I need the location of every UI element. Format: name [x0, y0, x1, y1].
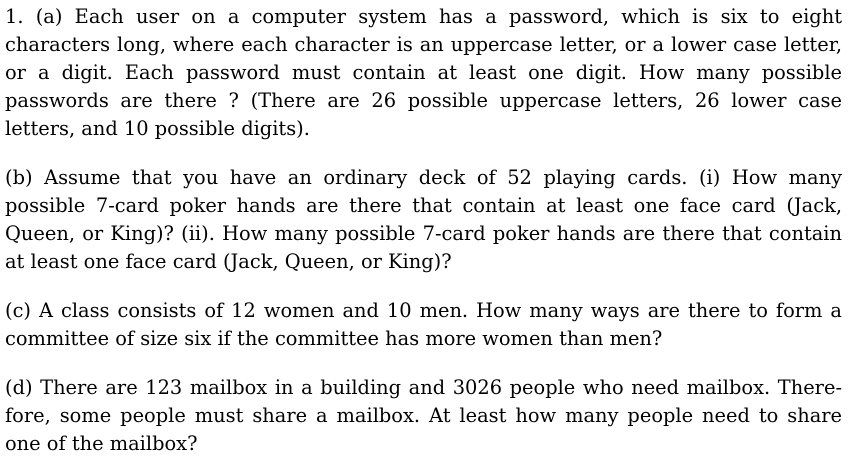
problem-1b: (b) Assume that you have an ordinary deck of 52 playing cards. (i) How many possible 7-card poker hands are there that contain at least one face card (Jack, Queen, or King)? (ii). How many possible 7-card poker hands are there that contain at least one face card (Jack, Queen, or King)? [5, 166, 842, 273]
problem-1d: (d) There are 123 mailbox in a building and 3026 people who need mailbox. Therefore, some people must share a mailbox. At least how many people need to share one of the mailbox? [5, 376, 842, 455]
problem-1c: (c) A class consists of 12 women and 10 men. How many ways are there to form a committee of size six if the committee has more women than men? [5, 299, 842, 350]
problem-1a: 1. (a) Each user on a computer system has a password, which is six to eight characters long, where each character is an uppercase letter, or a lower case letter, or a digit. Each password must contain at least one digit. How many possible passwords are there ? (There are 26 possible uppercase letters, 26 lower case letters, and 10 possible digits). [5, 5, 842, 140]
